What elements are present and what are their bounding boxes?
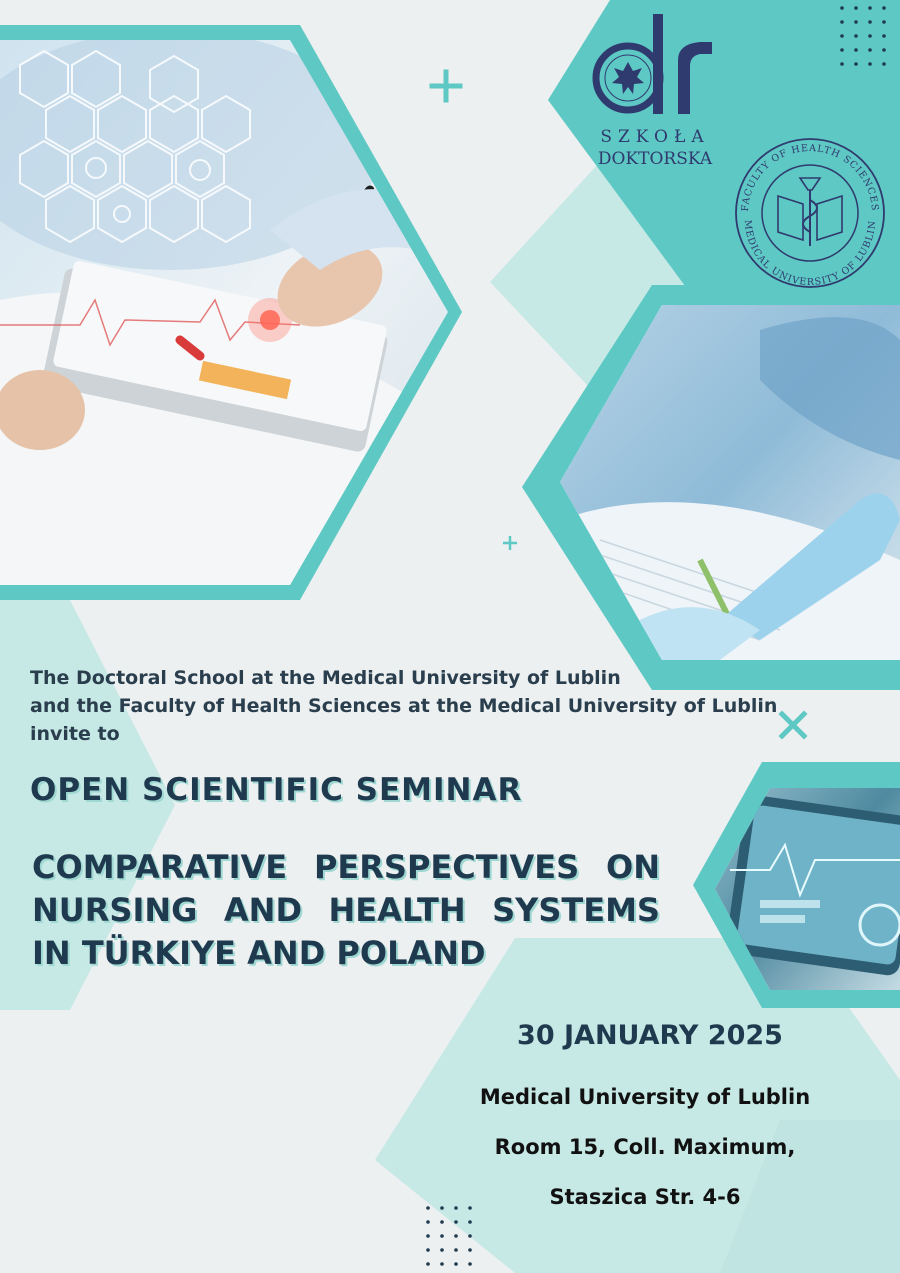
seminar-heading: OPEN SCIENTIFIC SEMINAR: [30, 772, 523, 808]
invitation-line: and the Faculty of Health Sciences at the Medical University of Lublin: [30, 695, 778, 717]
title-word: IN TÜRKIYE AND POLAND: [32, 934, 486, 972]
title-line: [32, 889, 660, 932]
title-word: NURSING: [32, 891, 198, 929]
seal-bottom-text: MEDICAL UNIVERSITY OF LUBLIN: [741, 219, 879, 289]
title-line: [32, 846, 660, 889]
seal-top-text: FACULTY OF HEALTH SCIENCES: [739, 142, 881, 212]
venue-line: Staszica Str. 4-6: [549, 1185, 741, 1209]
title-word: AND: [223, 891, 303, 929]
title-word: COMPARATIVE: [32, 848, 288, 886]
logo-monogram: dr: [0, 0, 2, 1]
venue-line: Medical University of Lublin: [479, 1085, 811, 1109]
plus-icon: [432, 72, 460, 100]
seminar-title: [32, 846, 660, 975]
doctoral-school-line2: DOKTORSKA: [597, 149, 713, 169]
title-word: HEALTH: [328, 891, 466, 929]
event-venue: [445, 1072, 845, 1222]
doctoral-school-line1: SZKOŁA: [600, 127, 710, 147]
invitation-text: [30, 664, 778, 748]
venue-line: Room 15, Coll. Maximum,: [494, 1135, 796, 1159]
doctoral-school-name: [580, 126, 730, 170]
x-mark-icon: [782, 714, 804, 736]
title-word: ON: [606, 848, 660, 886]
invitation-line: The Doctoral School at the Medical University of Lublin: [30, 667, 621, 689]
plus-icon: [503, 536, 517, 550]
event-date: 30 JANUARY 2025: [517, 1020, 783, 1051]
title-line: [32, 932, 660, 975]
title-word: SYSTEMS: [492, 891, 660, 929]
invitation-line: invite to: [30, 723, 120, 745]
hexagon-photo: [0, 30, 450, 585]
title-word: PERSPECTIVES: [313, 848, 580, 886]
